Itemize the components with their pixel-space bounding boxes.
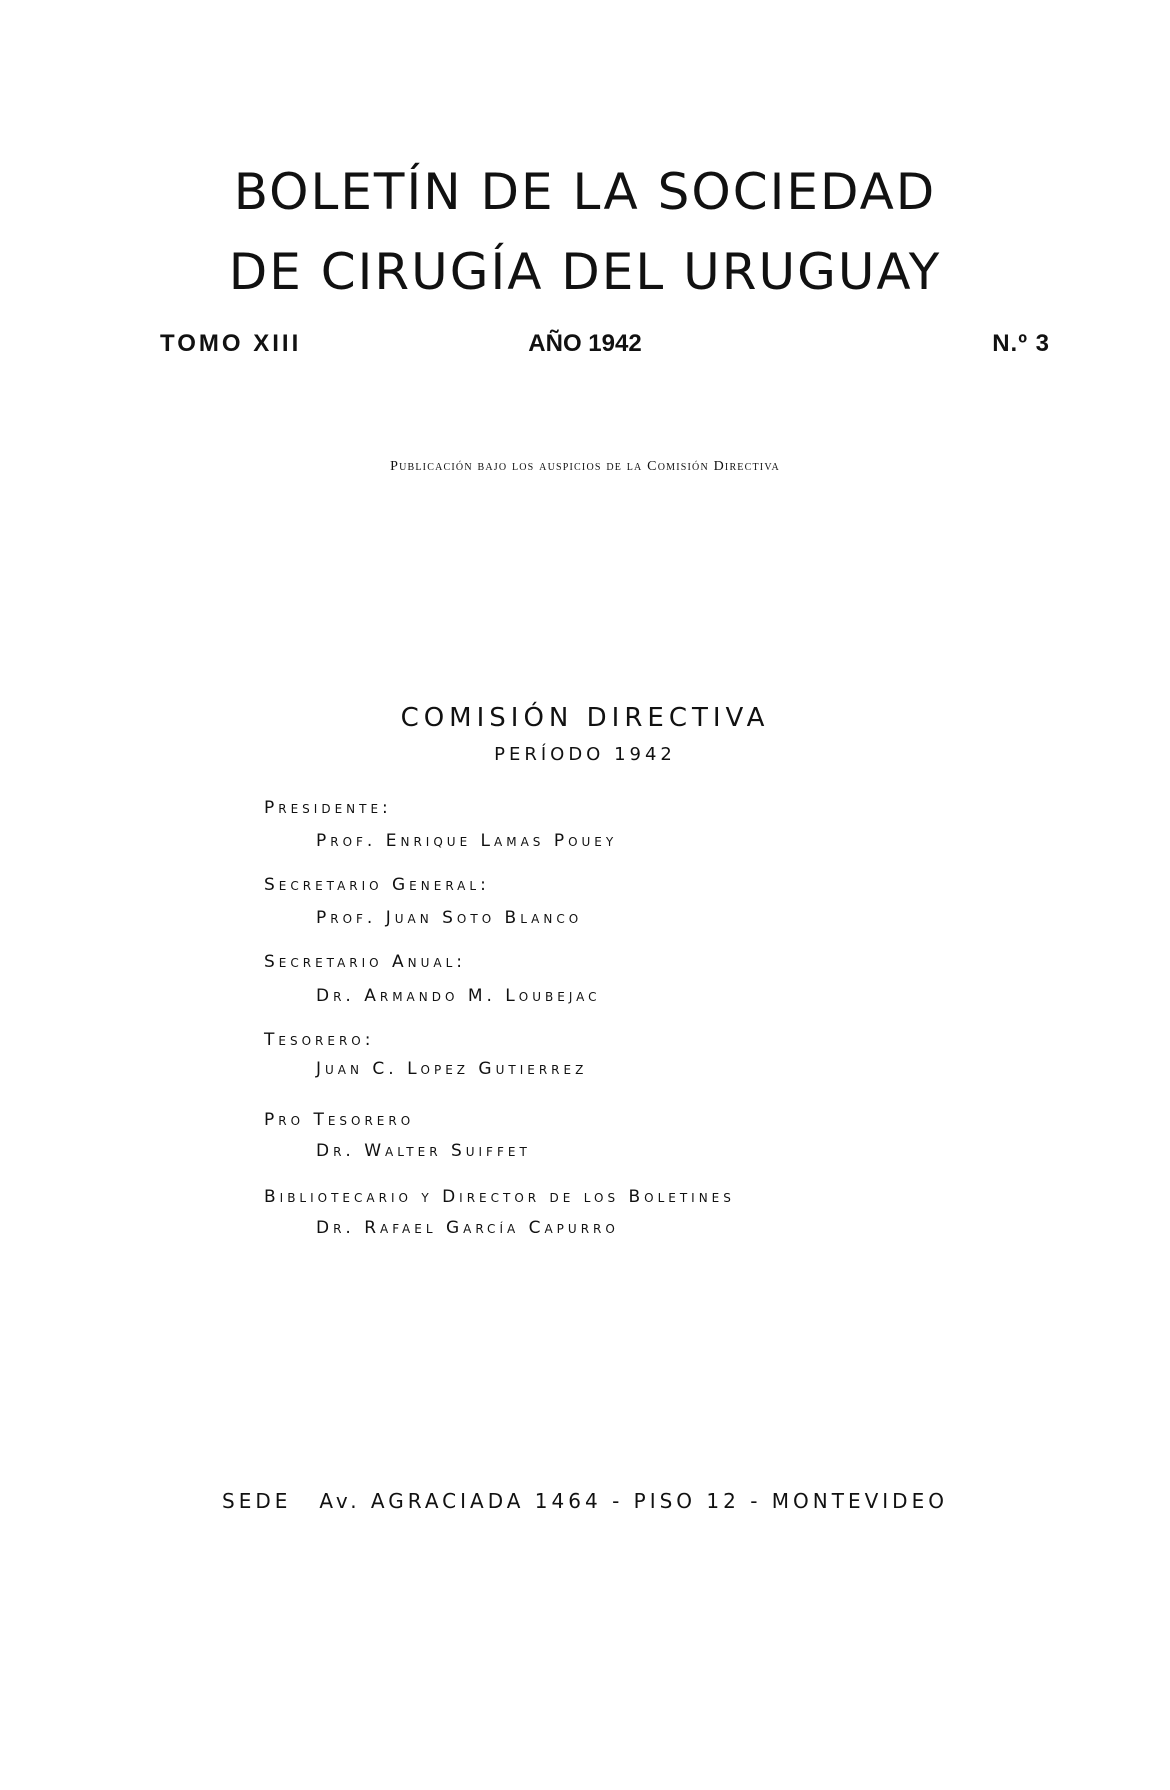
periodo-label: PERÍODO 1942 (494, 744, 676, 765)
member-name: Dr. Walter Suiffet (316, 1141, 531, 1161)
comision-title: COMISIÓN DIRECTIVA (400, 703, 770, 733)
title-line-1: BOLETÍN DE LA SOCIEDAD (233, 163, 937, 221)
sede-address: Av. AGRACIADA 1464 - PISO 12 - MONTEVIDEO (319, 1489, 948, 1513)
member-role: Pro Tesorero (264, 1110, 415, 1130)
member-name: Prof. Enrique Lamas Pouey (316, 831, 618, 851)
numero-label: N.º 3 (992, 330, 1050, 357)
member-role: Secretario Anual: (264, 952, 467, 972)
member-role: Presidente: (264, 798, 392, 818)
member-name: Dr. Rafael García Capurro (316, 1218, 619, 1238)
member-role: Bibliotecario y Director de los Boletines (264, 1187, 735, 1207)
sede-label: SEDE (222, 1489, 292, 1513)
member-role: Tesorero: (264, 1030, 375, 1050)
member-name: Prof. Juan Soto Blanco (316, 908, 583, 928)
sede-line (0, 1489, 1170, 1513)
anio-label: AÑO 1942 (528, 330, 642, 357)
member-name: Juan C. Lopez Gutierrez (316, 1059, 588, 1079)
title-line-2: DE CIRUGÍA DEL URUGUAY (228, 243, 942, 301)
publicacion-note: Publicación bajo los auspicios de la Comisión Directiva (390, 459, 780, 474)
tomo-label: TOMO XIII (160, 330, 302, 357)
member-role: Secretario General: (264, 875, 490, 895)
member-name: Dr. Armando M. Loubejac (316, 986, 601, 1006)
